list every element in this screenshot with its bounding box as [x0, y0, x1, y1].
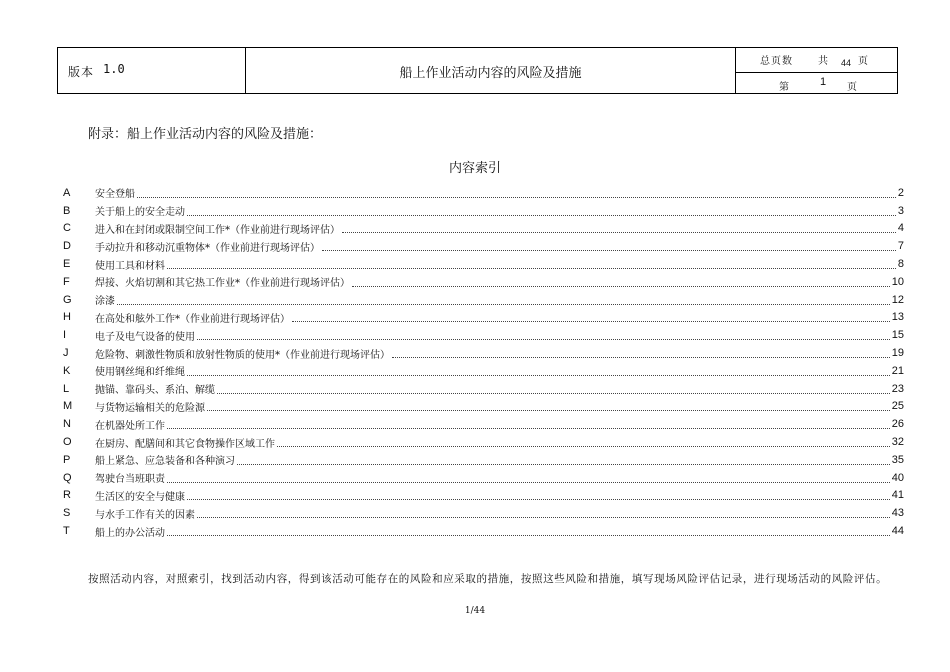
toc-entry-letter: S [63, 507, 71, 520]
toc-entry[interactable] [63, 309, 904, 327]
toc-entry-letter: I [63, 329, 67, 342]
toc-dot-leader [187, 206, 896, 216]
toc-entry[interactable] [63, 255, 904, 273]
toc-entry-title: 使用工具和材料 [95, 260, 165, 272]
toc-entry-page: 25 [891, 400, 904, 413]
toc-entry[interactable] [63, 487, 904, 505]
toc-entry-title: 使用钢丝绳和纤维绳 [95, 367, 185, 379]
toc-dot-leader [277, 437, 890, 447]
toc-entry-letter: D [63, 240, 71, 253]
toc-entry[interactable] [63, 202, 904, 220]
toc-entry[interactable] [63, 344, 904, 362]
page-number-value: 1 [820, 76, 827, 88]
total-pages-suffix: 页 [858, 56, 868, 67]
index-title: 内容索引 [448, 161, 501, 176]
toc-dot-leader [342, 223, 896, 233]
toc-entry-title: 与货物运输相关的危险源 [95, 402, 205, 414]
toc-entry-title: 抛锚、靠码头、系泊、解缆 [95, 385, 215, 397]
version-label: 版本 [68, 65, 95, 79]
toc-entry-letter: G [63, 293, 72, 306]
toc-entry-page: 10 [891, 275, 904, 288]
toc-entry-title: 安全登船 [95, 189, 135, 201]
toc-entry-letter: P [63, 453, 71, 466]
toc-entry-title: 在高处和舷外工作*（作业前进行现场评估） [95, 313, 290, 325]
toc-entry-page: 12 [891, 293, 904, 306]
toc-entry[interactable] [63, 504, 904, 522]
version-value: 1.0 [103, 62, 125, 76]
toc-dot-leader [292, 312, 890, 322]
document-header-table [57, 47, 898, 94]
toc-entry[interactable] [63, 237, 904, 255]
toc-entry-title: 在机器处所工作 [95, 420, 165, 432]
toc-dot-leader [197, 508, 890, 518]
toc-entry-letter: N [63, 418, 71, 431]
total-pages-label: 总页数 [760, 56, 793, 67]
toc-dot-leader [322, 241, 896, 251]
toc-entry-letter: L [63, 382, 70, 395]
total-pages-value: 44 [841, 58, 852, 68]
toc-dot-leader [167, 419, 890, 429]
toc-dot-leader [207, 401, 890, 411]
toc-entry-page: 32 [891, 436, 904, 449]
toc-entry-page: 13 [891, 311, 904, 324]
toc-dot-leader [197, 330, 890, 340]
toc-entry-title: 关于船上的安全走动 [95, 207, 185, 219]
document-title: 船上作业活动内容的风险及措施 [399, 66, 582, 81]
toc-entry-page: 15 [891, 329, 904, 342]
toc-entry[interactable] [63, 273, 904, 291]
toc-dot-leader [237, 455, 890, 465]
toc-entry-page: 8 [897, 258, 904, 271]
table-of-contents [63, 184, 904, 540]
toc-dot-leader [167, 526, 890, 536]
toc-dot-leader [137, 188, 896, 198]
toc-entry-title: 危险物、刺激性物质和放射性物质的使用*（作业前进行现场评估） [95, 349, 390, 361]
toc-entry[interactable] [63, 451, 904, 469]
toc-dot-leader [392, 348, 890, 358]
toc-dot-leader [187, 366, 890, 376]
toc-entry-title: 船上紧急、应急装备和各种演习 [95, 456, 235, 468]
toc-entry[interactable] [63, 522, 904, 540]
toc-dot-leader [167, 259, 896, 269]
toc-entry[interactable] [63, 415, 904, 433]
toc-entry[interactable] [63, 291, 904, 309]
usage-note: 按照活动内容，对照索引，找到活动内容，得到该活动可能存在的风险和应采取的措施，按照这些风险和措施，填写现场风险评估记录，进行现场活动的风险评估。 [88, 573, 888, 585]
toc-entry-page: 2 [897, 186, 904, 199]
page-info-divider [736, 72, 897, 73]
toc-entry[interactable] [63, 433, 904, 451]
toc-dot-leader [217, 384, 890, 394]
toc-entry[interactable] [63, 326, 904, 344]
version-cell [58, 48, 246, 93]
toc-entry-page: 35 [891, 453, 904, 466]
page-number-suffix: 页 [847, 82, 857, 93]
toc-entry-page: 40 [891, 471, 904, 484]
appendix-heading: 附录：船上作业活动内容的风险及措施： [88, 127, 323, 142]
title-cell [246, 48, 736, 93]
page-info-cell [736, 48, 897, 93]
toc-dot-leader [117, 295, 890, 305]
toc-entry[interactable] [63, 380, 904, 398]
toc-entry-page: 44 [891, 525, 904, 538]
toc-dot-leader [187, 490, 890, 500]
toc-entry-title: 手动拉升和移动沉重物体*（作业前进行现场评估） [95, 242, 320, 254]
toc-entry-title: 焊接、火焰切割和其它热工作业*（作业前进行现场评估） [95, 278, 350, 290]
toc-entry-page: 41 [891, 489, 904, 502]
toc-entry-page: 7 [897, 240, 904, 253]
toc-entry-page: 21 [891, 364, 904, 377]
toc-entry-letter: A [63, 186, 71, 199]
toc-entry[interactable] [63, 469, 904, 487]
toc-entry-page: 3 [897, 204, 904, 217]
toc-entry-letter: R [63, 489, 71, 502]
toc-entry-title: 生活区的安全与健康 [95, 491, 185, 503]
toc-entry-letter: O [63, 436, 72, 449]
toc-dot-leader [352, 277, 890, 287]
toc-entry[interactable] [63, 362, 904, 380]
page-footer: 1/44 [464, 606, 486, 616]
toc-entry-letter: Q [63, 471, 72, 484]
toc-entry-letter: B [63, 204, 71, 217]
toc-entry-page: 4 [897, 222, 904, 235]
toc-entry-page: 26 [891, 418, 904, 431]
toc-entry-letter: F [63, 275, 70, 288]
total-pages-prefix: 共 [818, 56, 828, 67]
toc-entry-page: 19 [891, 347, 904, 360]
toc-entry-title: 船上的办公活动 [95, 527, 165, 539]
toc-entry[interactable] [63, 398, 904, 416]
toc-entry-title: 驾驶台当班职责 [95, 474, 165, 486]
toc-entry-letter: M [63, 400, 73, 413]
toc-entry-letter: H [63, 311, 71, 324]
toc-entry-letter: T [63, 525, 70, 538]
toc-entry-title: 与水手工作有关的因素 [95, 509, 195, 521]
toc-entry-letter: C [63, 222, 71, 235]
toc-entry-page: 23 [891, 382, 904, 395]
toc-entry-letter: J [63, 347, 69, 360]
toc-entry-title: 在厨房、配膳间和其它食物操作区域工作 [95, 438, 275, 450]
toc-entry-title: 涂漆 [95, 296, 115, 308]
toc-entry-letter: K [63, 364, 71, 377]
toc-entry-title: 进入和在封闭或限制空间工作*（作业前进行现场评估） [95, 224, 340, 236]
toc-entry[interactable] [63, 220, 904, 238]
toc-entry-title: 电子及电气设备的使用 [95, 331, 195, 343]
toc-dot-leader [167, 473, 890, 483]
toc-entry-letter: E [63, 258, 71, 271]
toc-entry[interactable] [63, 184, 904, 202]
toc-entry-page: 43 [891, 507, 904, 520]
page-number-prefix: 第 [779, 82, 789, 93]
